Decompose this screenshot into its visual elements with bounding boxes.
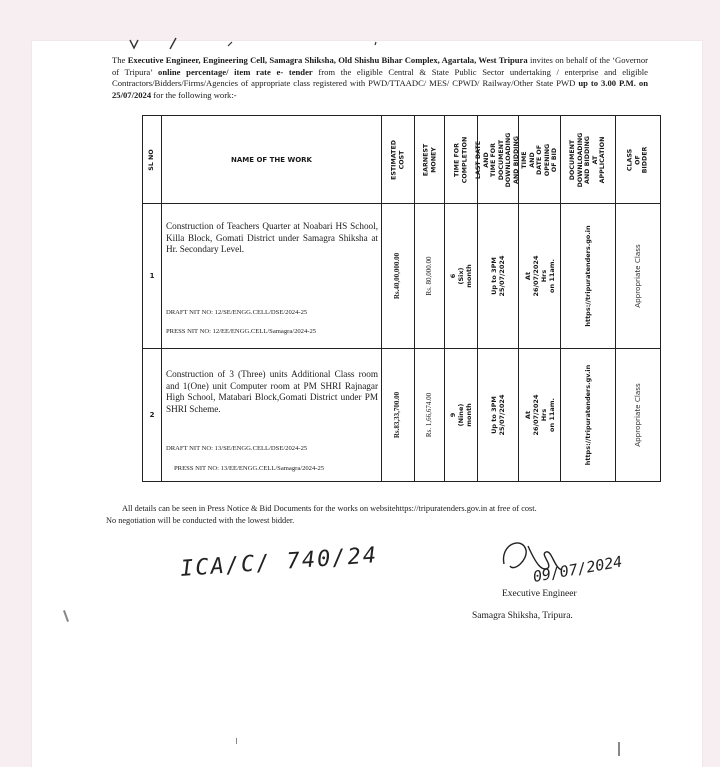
row-completion-time: 9 (Nine) month	[445, 349, 478, 482]
table-row	[143, 204, 661, 349]
header-opening-of-bid: TIME AND DATE OF OPENING OF BID	[519, 116, 561, 204]
row-document-link[interactable]: https://tripuratenders.go.in	[561, 204, 616, 349]
row-work-name-cell	[162, 204, 382, 349]
footer-details-line: All details can be seen in Press Notice & Bid Documents for the works on websitehttps://tripuratenders.gov.in at free of cost.	[122, 504, 537, 513]
header-class-of-bidder: CLASS OF BIDDER	[616, 116, 661, 204]
footer-negotiation-line: No negotiation will be conducted with the lowest bidder.	[106, 515, 295, 525]
draft-nit-number: DRAFT NIT NO: 13/SE/ENGG.CELL/DSE/2024-25	[166, 445, 308, 452]
press-nit-number: PRESS NIT NO: 12/EE/ENGG.CELL/Samagra/2024-25	[166, 328, 317, 335]
notice-footer	[106, 503, 652, 526]
header-earnest-money: EARNEST MONEY	[415, 116, 445, 204]
signatory-office: Samagra Shiksha, Tripura.	[472, 611, 573, 621]
top-edge-handwriting	[128, 36, 428, 50]
table-header-row	[143, 116, 661, 204]
row-estimated-cost: Rs.40,00,000.00	[382, 204, 415, 349]
handwritten-reference: ICA/C/ 740/24	[179, 543, 379, 582]
row-sl-no: 1	[143, 204, 162, 349]
works-table	[142, 115, 661, 482]
row-bidder-class: Appropriate Class	[616, 204, 661, 349]
notice-intro	[112, 55, 648, 101]
stray-mark	[618, 742, 620, 756]
draft-nit-number: DRAFT NIT NO: 12/SE/ENGG.CELL/DSE/2024-25	[166, 309, 308, 316]
signature-icon	[492, 524, 652, 594]
press-nit-number: PRESS NIT NO: 13/EE/ENGG.CELL/Samagra/2024-25	[174, 465, 325, 472]
bid-deadline: up to 3.00 P.M. on 25/07/2024	[112, 78, 648, 100]
intro-prefix: The	[112, 55, 128, 65]
row-completion-time: 6 (Six) month	[445, 204, 478, 349]
header-sl-no: SL NO	[143, 116, 162, 204]
intro-mid-1: invites on behalf of the ‘Governor of Tripura’	[112, 55, 648, 77]
row-opening-date: At 26/07/2024 Hrs on 11am.	[519, 349, 561, 482]
tender-type: online percentage/ item rate e- tender	[158, 66, 313, 77]
header-name-of-work: NAME OF THE WORK	[162, 116, 382, 204]
authority-name: Executive Engineer, Engineering Cell, Samagra Shiksha, Old Shishu Bihar Complex, Agartala, West Tripura	[127, 55, 528, 65]
header-last-date: LAST DATE AND TIME FOR DOCUMENT DOWNLOADING AND BIDDING	[478, 116, 519, 204]
row-work-name-cell	[162, 349, 382, 482]
intro-suffix: for the following work:-	[151, 89, 237, 100]
table-row	[143, 349, 661, 482]
work-name: Construction of 3 (Three) units Additional Class room and 1(One) unit Computer room at PM SHRI Rajnagar High School, Matabari Block,Gomati District under PM SHRI Scheme.	[166, 369, 378, 414]
signature-date: 09/07/2024	[531, 552, 624, 586]
row-document-link[interactable]: https://tripuratenders.gv.in	[561, 349, 616, 482]
header-estimated-cost: ESTIMATED COST	[382, 116, 415, 204]
work-name: Construction of Teachers Quarter at Noabari HS School, Killa Block, Gomati District under Samagra Shiksha at Hr. Secondary Level.	[166, 221, 378, 254]
row-earnest-money: Rs. 80,000.00	[415, 204, 445, 349]
signatory-designation: Executive Engineer	[502, 589, 577, 599]
row-last-date: Up to 3PM 25/07/2024	[478, 204, 519, 349]
row-last-date: Up to 3PM 25/07/2024	[478, 349, 519, 482]
row-estimated-cost: Rs.83,33,700.00	[382, 349, 415, 482]
intro-mid-2: from the eligible Central & State Public Sector undertaking / enterprise and eligible Contractors/Bidders/Firms/Agencies of appropriate class registered with PWD/TTAADC/ MES/ CPWD/ Railway/Other State PWD	[112, 66, 648, 88]
row-opening-date: At 26/07/2024 Hrs on 11am.	[519, 204, 561, 349]
row-earnest-money: Rs. 1,66,674.00	[415, 349, 445, 482]
row-bidder-class: Appropriate Class	[616, 349, 661, 482]
header-document-downloading: DOCUMENT DOWNLOADING AND BIDDING AT APPLICATION	[561, 116, 616, 204]
row-sl-no: 2	[143, 349, 162, 482]
header-time-for-completion: TIME FOR COMPLETION	[445, 116, 478, 204]
stray-mark	[236, 738, 237, 744]
